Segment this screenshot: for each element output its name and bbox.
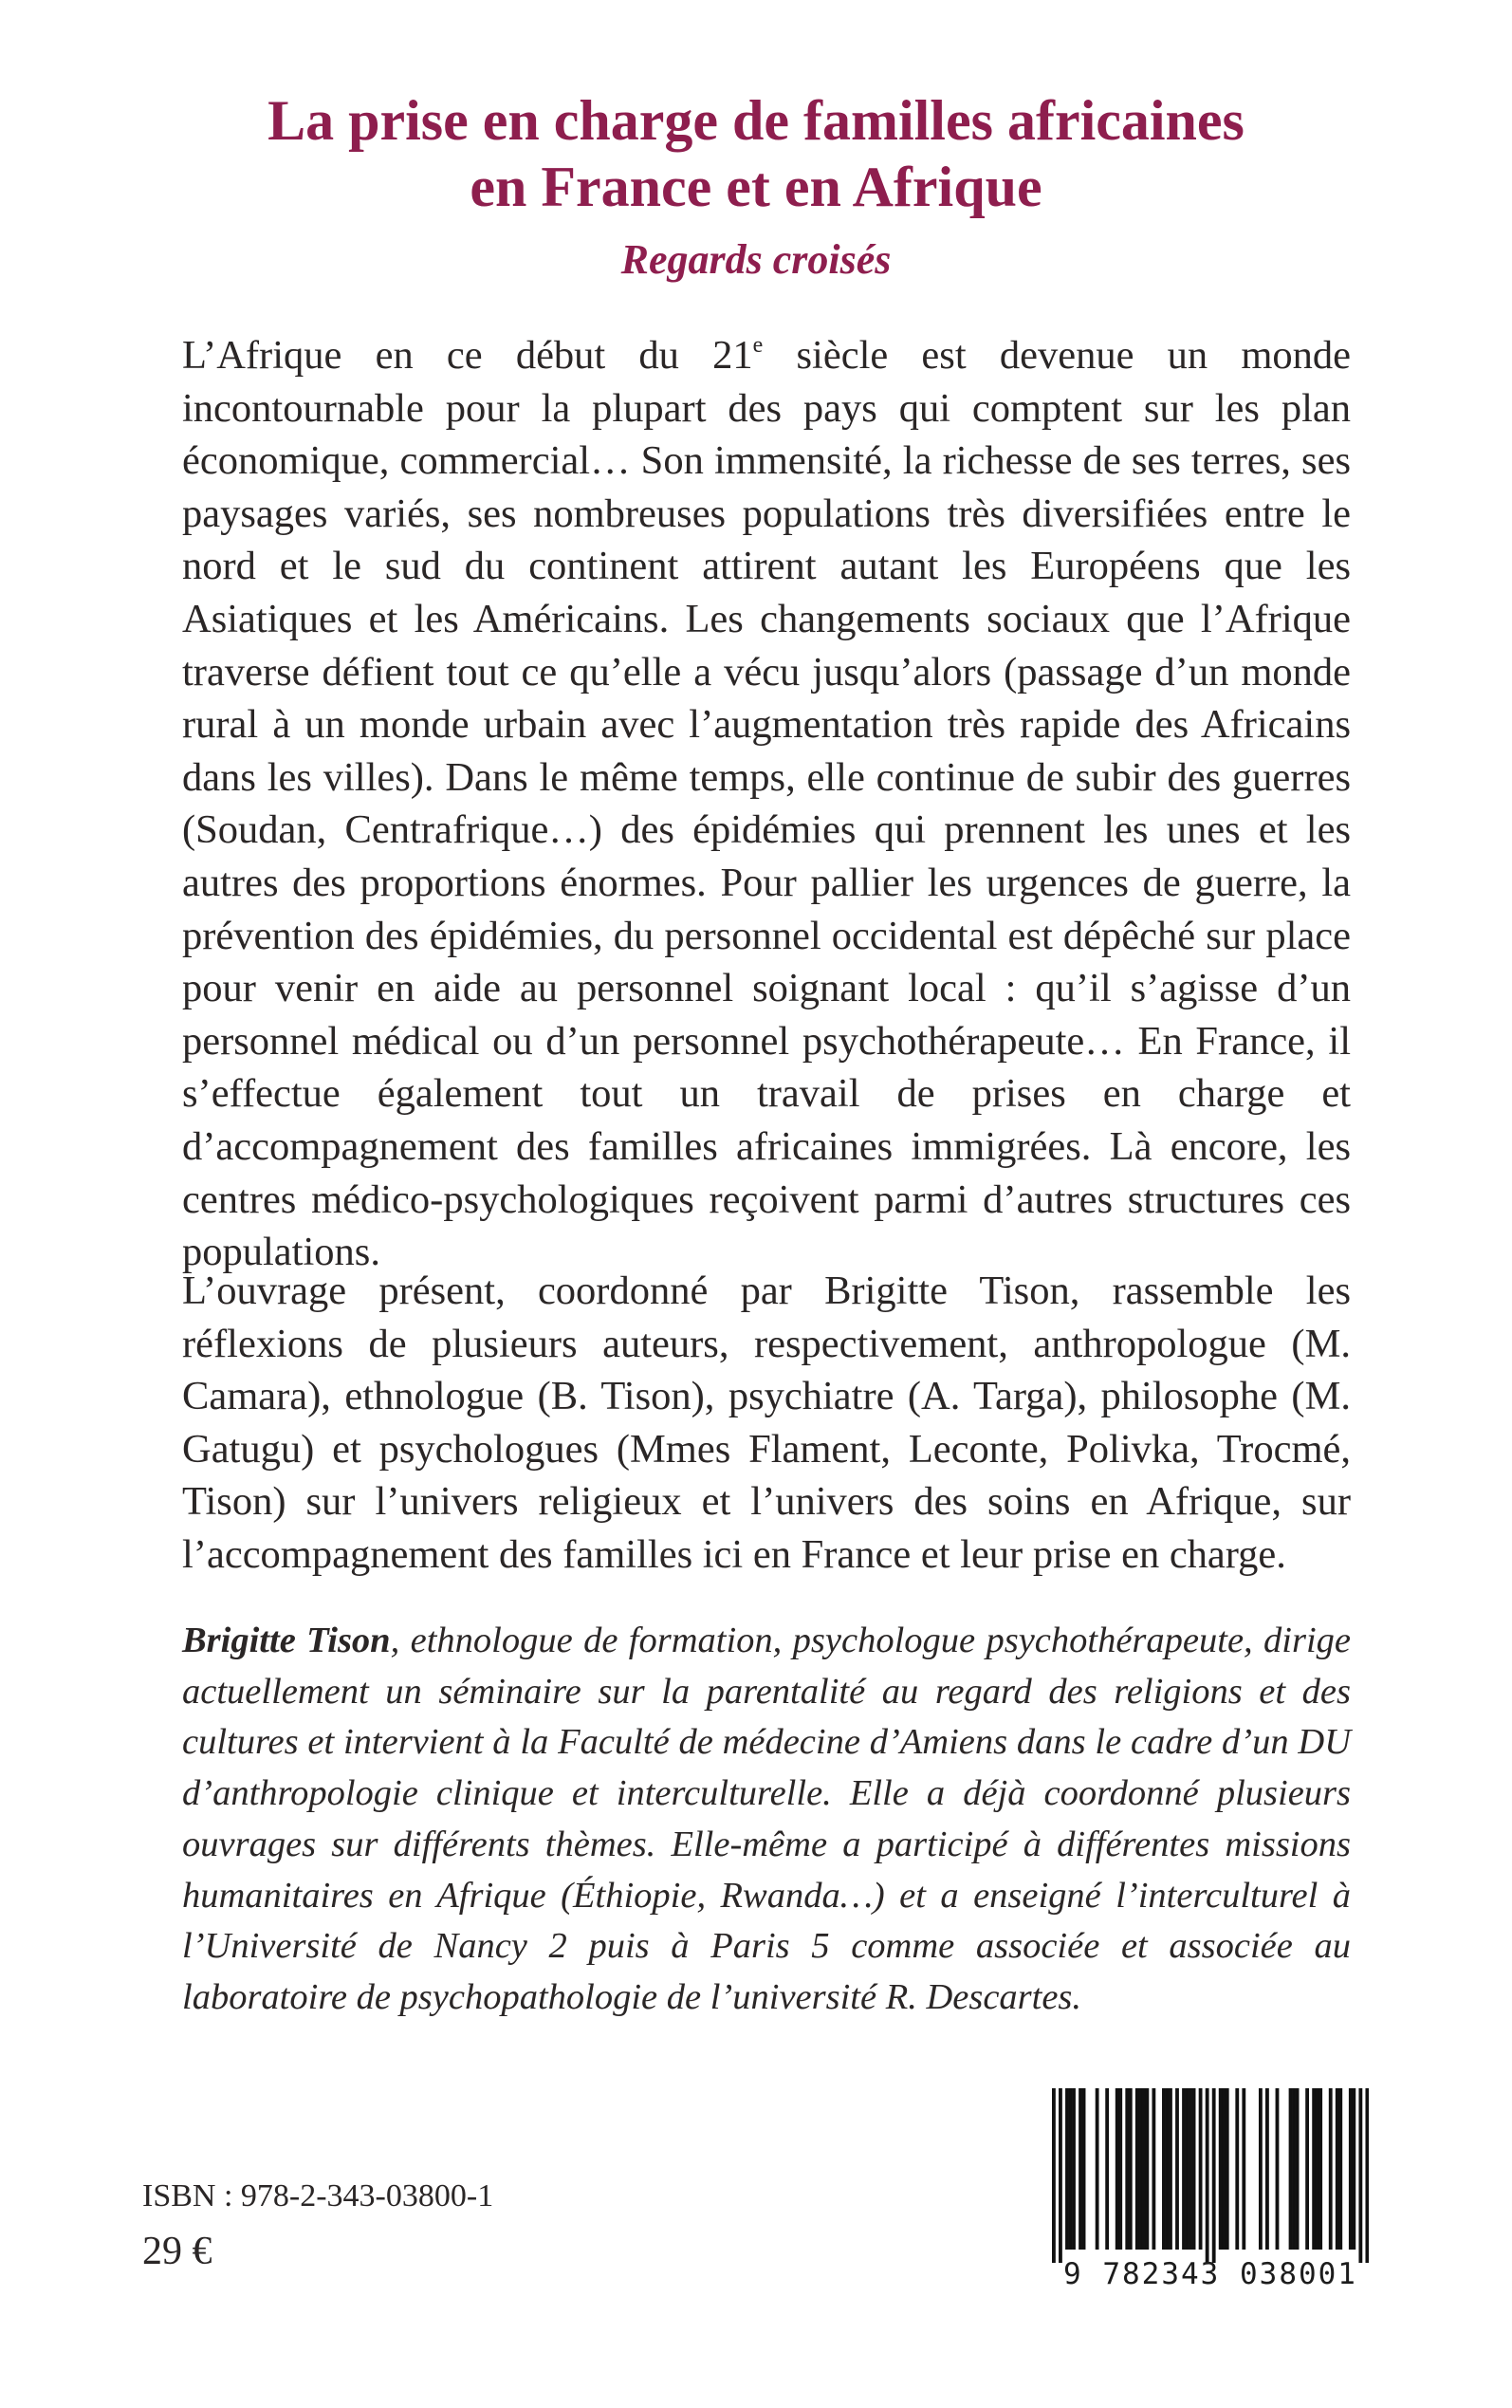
barcode-bar bbox=[1142, 2088, 1146, 2250]
barcode-bar bbox=[1222, 2088, 1226, 2250]
barcode-bar bbox=[1349, 2088, 1353, 2250]
barcode-bar bbox=[1082, 2088, 1086, 2250]
barcode-bar bbox=[1166, 2088, 1170, 2250]
barcode-bar bbox=[1206, 2088, 1209, 2263]
barcode-bar bbox=[1235, 2088, 1239, 2250]
barcode-bar bbox=[1316, 2088, 1319, 2250]
barcode-bars-icon bbox=[1052, 2088, 1369, 2263]
barcode-bar bbox=[1259, 2088, 1263, 2250]
barcode-bar bbox=[1318, 2088, 1322, 2250]
barcode-bar bbox=[1365, 2088, 1369, 2263]
barcode-bar bbox=[1182, 2088, 1186, 2250]
intro-paragraph bbox=[182, 329, 1351, 1279]
barcode-bar bbox=[1226, 2088, 1229, 2250]
barcode-bar bbox=[1162, 2088, 1166, 2250]
barcode-bar bbox=[1169, 2088, 1172, 2250]
barcode-bar bbox=[1125, 2088, 1129, 2250]
barcode-bar bbox=[1118, 2088, 1122, 2250]
barcode-bar bbox=[1189, 2088, 1192, 2250]
barcode-bar bbox=[1329, 2088, 1333, 2250]
barcode-bar bbox=[1059, 2088, 1062, 2263]
barcode-bar bbox=[1276, 2088, 1280, 2250]
barcode-bar bbox=[1175, 2088, 1179, 2250]
author-name: Brigitte Tison bbox=[182, 1621, 391, 1660]
intro-rest: siècle est devenue un monde incontournable pour la plupart des pays qui comptent sur les plan économique, commercial… Son immensité, la richesse de ses terres, ses paysages variés, ses nombreuses populations très diversifiées entre le nord et le sud du continent attirent autant les Européens que les Asiatiques et les Américains. Les changements sociaux que l’Afrique traverse défient tout ce qu’elle a vécu jusqu’alors (passage d’un monde rural à un monde urbain avec l’augmentation très rapide des Africains dans les villes). Dans le même temps, elle continue de subir des guerres (Soudan, Centrafrique…) des épidémies qui prennent les unes et les autres des proportions énormes. Pour pallier les urgences de guerre, la prévention des épidémies, du personnel occidental est dépêché sur place pour venir en aide au personnel soignant local : qu’il s’agisse d’un personnel médical ou d’un personnel psychothérapeute… En France, il s’effectue également tout un travail de prises en charge et d’accompagnement des familles africaines immigrées. Là encore, les centres médico-psychologiques reçoivent parmi d’autres structures ces populations. bbox=[182, 333, 1351, 1275]
book-title-line-1: La prise en charge de familles africaines bbox=[267, 89, 1245, 152]
barcode bbox=[1052, 2088, 1369, 2301]
intro-start: L’Afrique en ce début du 21 bbox=[182, 333, 753, 378]
barcode-bar bbox=[1152, 2088, 1155, 2250]
barcode-bar bbox=[1358, 2088, 1362, 2263]
barcode-bar bbox=[1052, 2088, 1056, 2263]
book-title-line-2: en France et en Afrique bbox=[470, 156, 1042, 218]
author-bio-text: , ethnologue de formation, psychologue psychothérapeute, dirige actuellement un séminaire sur la parentalité au regard des religions et des cultures et intervient à la Faculté de médecine d’Amiens dans le cadre d’un DU d’anthropologie clinique et interculturelle. Elle a déjà coordonné plusieurs ouvrages sur différents thèmes. Elle-même a participé à différentes missions humanitaires en Afrique (Éthiopie, Rwanda…) et a enseigné l’interculturel à l’Université de Nancy 2 puis à Paris 5 comme associée et associée au laboratoire de psychopathologie de l’université R. Descartes. bbox=[182, 1621, 1352, 2017]
barcode-bar bbox=[1292, 2088, 1296, 2250]
price-label: 29 € bbox=[142, 2230, 212, 2273]
barcode-bar bbox=[1219, 2088, 1223, 2250]
barcode-bar bbox=[1352, 2088, 1355, 2250]
barcode-bar bbox=[1338, 2088, 1342, 2250]
barcode-bar bbox=[1265, 2088, 1269, 2250]
book-subtitle: Regards croisés bbox=[620, 236, 892, 283]
barcode-digits: 9 782343 038001 bbox=[1063, 2257, 1357, 2291]
barcode-bar bbox=[1289, 2088, 1293, 2250]
barcode-bar bbox=[1145, 2088, 1149, 2250]
barcode-bar bbox=[1192, 2088, 1196, 2250]
barcode-bar bbox=[1242, 2088, 1245, 2250]
barcode-bar bbox=[1065, 2088, 1069, 2250]
barcode-bar bbox=[1116, 2088, 1119, 2250]
barcode-bar bbox=[1212, 2088, 1216, 2263]
contributors-paragraph: L’ouvrage présent, coordonné par Brigitte Tison, rassemble les réflexions de plusieurs auteurs, respectivement, anthropologue (M. Camara), ethnologue (B. Tison), psychiatre (A. Targa), philosophe (M. Gatugu) et psychologues (Mmes Flament, Leconte, Polivka, Trocmé, Tison) sur l’univers religieux et l’univers des soins en Afrique, sur l’accompagnement des familles ici en France et leur prise en charge. bbox=[182, 1269, 1351, 1577]
barcode-bar bbox=[1129, 2088, 1133, 2250]
author-bio-paragraph bbox=[182, 1616, 1351, 2024]
barcode-bar bbox=[1312, 2088, 1316, 2250]
century-superscript: e bbox=[752, 332, 764, 358]
barcode-bar bbox=[1069, 2088, 1073, 2250]
barcode-bar bbox=[1186, 2088, 1189, 2250]
barcode-bar bbox=[1336, 2088, 1339, 2250]
barcode-bar bbox=[1105, 2088, 1109, 2250]
barcode-bar bbox=[1135, 2088, 1139, 2250]
barcode-bar bbox=[1138, 2088, 1142, 2250]
barcode-bar bbox=[1079, 2088, 1082, 2250]
barcode-bar bbox=[1305, 2088, 1309, 2250]
title-block bbox=[0, 87, 1512, 285]
barcode-bar bbox=[1096, 2088, 1099, 2250]
barcode-bar bbox=[1296, 2088, 1300, 2250]
barcode-bar bbox=[1199, 2088, 1203, 2250]
barcode-bar bbox=[1072, 2088, 1076, 2250]
isbn-label: ISBN : 978-2-343-03800-1 bbox=[142, 2178, 494, 2214]
